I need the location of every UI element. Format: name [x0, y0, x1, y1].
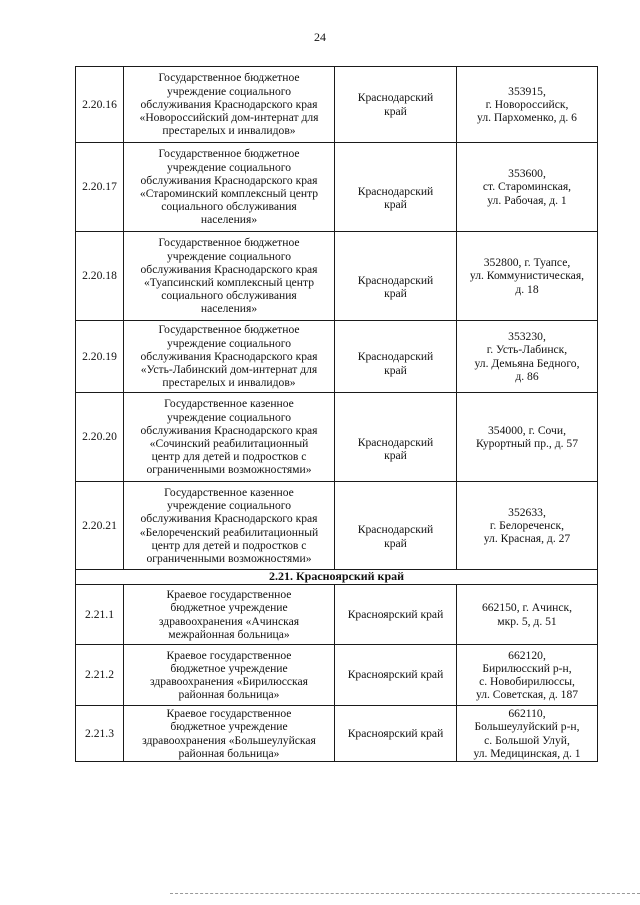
table-row	[76, 143, 598, 232]
address: 352800, г. Туапсе, ул. Коммунистическая, д. 18	[457, 232, 598, 321]
institution-name: Государственное бюджетное учреждение социального обслуживания Краснодарского края «Усть-Лабинский дом-интернат для престарелых и инвалидов»	[124, 321, 335, 393]
table-row	[76, 585, 598, 645]
row-number: 2.20.21	[76, 482, 124, 570]
institution-name: Краевое государственное бюджетное учреждение здравоохранения «Ачинская межрайонная больница»	[124, 585, 335, 645]
institution-name: Государственное казенное учреждение социального обслуживания Краснодарского края «Сочинский реабилитационный центр для детей и подростков с ограниченными возможностями»	[124, 393, 335, 482]
table-row	[76, 393, 598, 482]
table-row	[76, 321, 598, 393]
row-number: 2.20.16	[76, 67, 124, 143]
address: 662150, г. Ачинск, мкр. 5, д. 51	[457, 585, 598, 645]
address: 354000, г. Сочи, Курортный пр., д. 57	[457, 393, 598, 482]
table-row	[76, 232, 598, 321]
table-row	[76, 706, 598, 762]
address: 353230, г. Усть-Лабинск, ул. Демьяна Бедного, д. 86	[457, 321, 598, 393]
region: Красноярский край	[335, 645, 457, 706]
table-row	[76, 482, 598, 570]
section-title: 2.21. Красноярский край	[76, 570, 598, 585]
region: Краснодарский край	[335, 393, 457, 482]
page-bottom-divider	[170, 893, 640, 894]
region: Красноярский край	[335, 585, 457, 645]
row-number: 2.21.2	[76, 645, 124, 706]
table-row	[76, 645, 598, 706]
row-number: 2.20.17	[76, 143, 124, 232]
region: Краснодарский край	[335, 143, 457, 232]
region: Красноярский край	[335, 706, 457, 762]
region: Краснодарский край	[335, 321, 457, 393]
institution-name: Государственное бюджетное учреждение социального обслуживания Краснодарского края «Староминский комплексный центр социального обслуживания населения»	[124, 143, 335, 232]
region: Краснодарский край	[335, 482, 457, 570]
address: 353600, ст. Староминская, ул. Рабочая, д. 1	[457, 143, 598, 232]
address: 353915, г. Новороссийск, ул. Пархоменко, д. 6	[457, 67, 598, 143]
address: 662110, Большеулуйский р-н, с. Большой Улуй, ул. Медицинская, д. 1	[457, 706, 598, 762]
region: Краснодарский край	[335, 67, 457, 143]
institution-name: Краевое государственное бюджетное учреждение здравоохранения «Большеулуйская районная больница»	[124, 706, 335, 762]
row-number: 2.20.18	[76, 232, 124, 321]
row-number: 2.20.19	[76, 321, 124, 393]
row-number: 2.21.3	[76, 706, 124, 762]
institution-name: Краевое государственное бюджетное учреждение здравоохранения «Бирилюсская районная больница»	[124, 645, 335, 706]
row-number: 2.21.1	[76, 585, 124, 645]
institution-name: Государственное казенное учреждение социального обслуживания Краснодарского края «Белореченский реабилитационный центр для детей и подростков с ограниченными возможностями»	[124, 482, 335, 570]
section-header-row	[76, 570, 598, 585]
table-row	[76, 67, 598, 143]
institution-name: Государственное бюджетное учреждение социального обслуживания Краснодарского края «Новороссийский дом-интернат для престарелых и инвалидов»	[124, 67, 335, 143]
row-number: 2.20.20	[76, 393, 124, 482]
page-number: 24	[314, 30, 326, 44]
institution-name: Государственное бюджетное учреждение социального обслуживания Краснодарского края «Туапсинский комплексный центр социального обслуживания населения»	[124, 232, 335, 321]
address: 662120, Бирилюсский р-н, с. Новобирилюссы, ул. Советская, д. 187	[457, 645, 598, 706]
address: 352633, г. Белореченск, ул. Красная, д. 27	[457, 482, 598, 570]
institutions-table	[75, 66, 598, 762]
region: Краснодарский край	[335, 232, 457, 321]
